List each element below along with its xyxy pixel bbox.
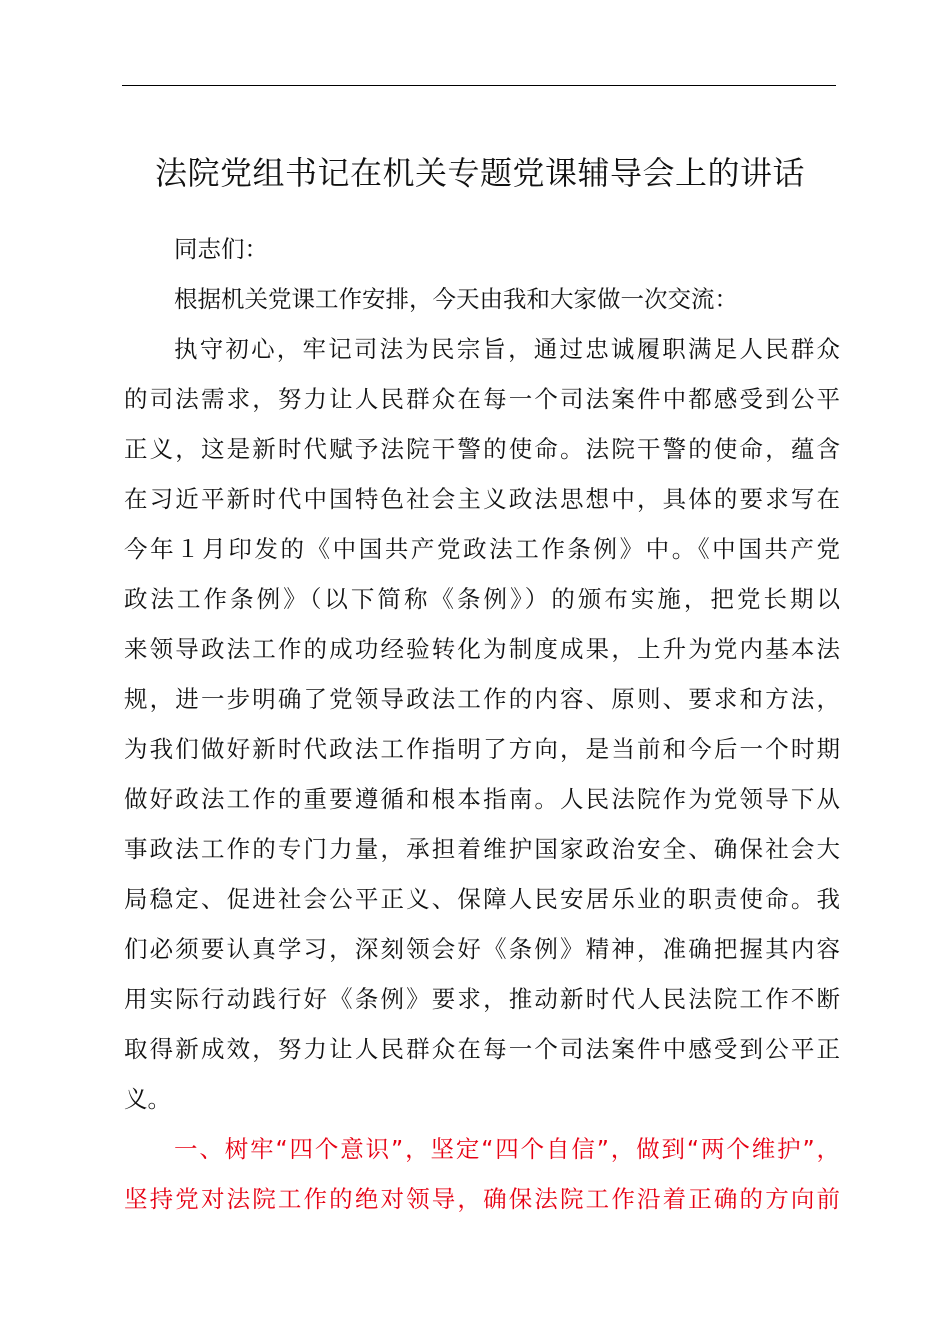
paragraph-line: 今年１月印发的《中国共产党政法工作条例》中。《中国共产党 bbox=[124, 535, 840, 563]
document-body bbox=[124, 224, 840, 1224]
paragraph-line: 事政法工作的专门力量，承担着维护国家政治安全、确保社会大 bbox=[124, 835, 840, 863]
paragraph-line: 用实际行动践行好《条例》要求，推动新时代人民法院工作不断 bbox=[124, 985, 840, 1013]
paragraph-line: 局稳定、促进社会公平正义、保障人民安居乐业的职责使命。我 bbox=[124, 885, 840, 913]
paragraph-line: 做好政法工作的重要遵循和根本指南。人民法院作为党领导下从 bbox=[124, 785, 840, 813]
paragraph-line: 义。 bbox=[124, 1085, 171, 1113]
paragraph-line: 为我们做好新时代政法工作指明了方向，是当前和今后一个时期 bbox=[124, 735, 840, 763]
paragraph-1 bbox=[124, 324, 840, 1124]
salutation: 同志们： bbox=[174, 235, 268, 263]
paragraph-line: 在习近平新时代中国特色社会主义政法思想中，具体的要求写在 bbox=[124, 485, 840, 513]
header-rule bbox=[122, 85, 836, 86]
paragraph-line: 们必须要认真学习，深刻领会好《条例》精神，准确把握其内容 bbox=[124, 935, 840, 963]
paragraph-line: 执守初心，牢记司法为民宗旨，通过忠诚履职满足人民群众 bbox=[174, 335, 840, 363]
paragraph-line: 政法工作条例》（以下简称《条例》）的颁布实施，把党长期以 bbox=[124, 585, 840, 613]
intro-line: 根据机关党课工作安排，今天由我和大家做一次交流： bbox=[174, 285, 738, 313]
paragraph-line: 正义，这是新时代赋予法院干警的使命。法院干警的使命，蕴含 bbox=[124, 435, 840, 463]
paragraph-line: 取得新成效，努力让人民群众在每一个司法案件中感受到公平正 bbox=[124, 1035, 840, 1063]
heading-line: 坚持党对法院工作的绝对领导，确保法院工作沿着正确的方向前 bbox=[124, 1185, 840, 1213]
section-heading-1 bbox=[124, 1124, 840, 1224]
heading-line: 一、树牢“四个意识”，坚定“四个自信”，做到“两个维护”， bbox=[174, 1135, 840, 1163]
paragraph-line: 来领导政法工作的成功经验转化为制度成果，上升为党内基本法 bbox=[124, 635, 840, 663]
document-title: 法院党组书记在机关专题党课辅导会上的讲话 bbox=[154, 154, 805, 192]
paragraph-line: 规，进一步明确了党领导政法工作的内容、原则、要求和方法， bbox=[124, 685, 840, 713]
paragraph-line: 的司法需求，努力让人民群众在每一个司法案件中都感受到公平 bbox=[124, 385, 840, 413]
